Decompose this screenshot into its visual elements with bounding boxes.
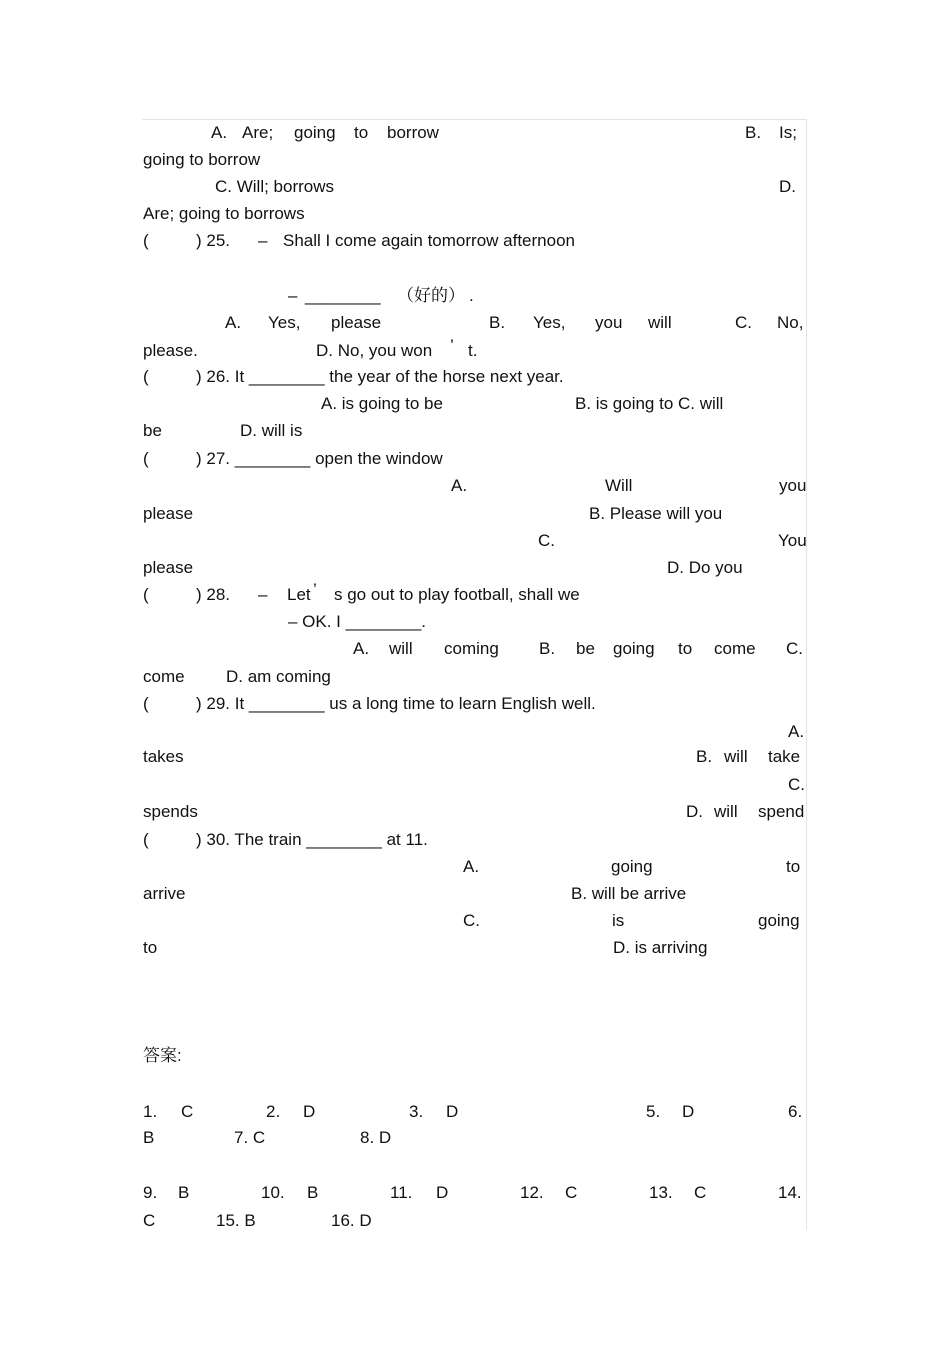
- answer-letter: B: [178, 1183, 190, 1202]
- question-text: ) 30. The train ________ at 11.: [196, 830, 428, 849]
- option-text: t.: [468, 341, 478, 360]
- answer-letter: B: [307, 1183, 319, 1202]
- answer-paren: (: [143, 367, 149, 386]
- option-label: A.: [353, 639, 370, 658]
- option-text: B. is going to C. will: [575, 394, 724, 413]
- answer-blank: ________: [305, 286, 381, 305]
- option-word: please: [331, 313, 382, 332]
- answer-number: 3.: [409, 1102, 424, 1121]
- question-number: ) 28.: [196, 585, 231, 604]
- option-label: C.: [788, 775, 805, 794]
- option-text: going to borrow: [143, 150, 261, 169]
- option-word: going: [611, 857, 653, 876]
- option-label: D.: [779, 177, 796, 196]
- answer-number: 12.: [520, 1183, 544, 1202]
- option-label: C.: [538, 531, 555, 550]
- option-word: coming: [444, 639, 499, 658]
- option-word: to: [678, 639, 693, 658]
- answer-letter: D: [682, 1102, 695, 1121]
- question-text: Let: [287, 585, 311, 604]
- answer-number: 13.: [649, 1183, 673, 1202]
- option-word: going: [294, 123, 336, 142]
- answer-letter: C: [143, 1211, 156, 1230]
- option-word: Will: [605, 476, 633, 495]
- option-label: A.: [211, 123, 228, 142]
- option-text: D. Do you: [667, 558, 743, 577]
- option-label: D.: [686, 802, 703, 821]
- answer-paren: (: [143, 449, 149, 468]
- option-label: B.: [489, 313, 506, 332]
- answer-paren: (: [143, 585, 149, 604]
- option-text: takes: [143, 747, 184, 766]
- option-text: please: [143, 558, 194, 577]
- option-text: D. is arriving: [613, 938, 708, 957]
- option-label: C.: [463, 911, 480, 930]
- option-text: D. No, you won: [316, 341, 433, 360]
- question-text: s go out to play football, shall we: [334, 585, 580, 604]
- option-label: A.: [788, 722, 805, 741]
- option-word: come: [714, 639, 756, 658]
- question-text: ) 29. It ________ us a long time to learn English well.: [196, 694, 596, 713]
- answer-number: 10.: [261, 1183, 285, 1202]
- option-text: A. is going to be: [321, 394, 443, 413]
- option-word: to: [786, 857, 801, 876]
- reply-text: – OK. I ________.: [288, 612, 426, 631]
- option-text: come: [143, 667, 185, 686]
- option-text: be: [143, 421, 162, 440]
- option-word: will: [648, 313, 672, 332]
- option-word: borrow: [387, 123, 439, 142]
- option-text: D. will is: [240, 421, 303, 440]
- option-label: A.: [463, 857, 480, 876]
- option-word: you: [595, 313, 623, 332]
- answer-letter: C: [694, 1183, 707, 1202]
- option-word: going: [613, 639, 655, 658]
- option-text: arrive: [143, 884, 186, 903]
- answer-paren: (: [143, 694, 149, 713]
- hint-text: （好的）: [397, 286, 465, 305]
- answer-letter: D: [436, 1183, 449, 1202]
- option-text: B. will be arrive: [571, 884, 687, 903]
- option-text: to: [143, 938, 158, 957]
- dash: –: [258, 585, 268, 604]
- option-text: spends: [143, 802, 198, 821]
- option-word: You: [778, 531, 807, 550]
- option-word: you: [779, 476, 807, 495]
- option-label: B.: [696, 747, 713, 766]
- answer-letter: B: [143, 1128, 155, 1147]
- option-word: Are;: [242, 123, 274, 142]
- option-word: will: [714, 802, 738, 821]
- question-text: ) 27. ________ open the window: [196, 449, 443, 468]
- option-label: A.: [451, 476, 468, 495]
- option-word: Yes,: [268, 313, 301, 332]
- question-text: ) 26. It ________ the year of the horse next year.: [196, 367, 564, 386]
- answer-paren: (: [143, 830, 149, 849]
- option-word: be: [576, 639, 595, 658]
- answer-number: 5.: [646, 1102, 661, 1121]
- option-word: will: [724, 747, 748, 766]
- dash: –: [288, 286, 298, 305]
- answer-number: 14.: [778, 1183, 802, 1202]
- option-text: please: [143, 504, 194, 523]
- option-word: going: [758, 911, 800, 930]
- answer-number: 6.: [788, 1102, 803, 1121]
- option-word: No,: [777, 313, 804, 332]
- option-label: C.: [786, 639, 803, 658]
- option-word: Yes,: [533, 313, 566, 332]
- option-word: is: [612, 911, 625, 930]
- question-text: Shall I come again tomorrow afternoon: [283, 231, 575, 250]
- option-text: C. Will; borrows: [215, 177, 335, 196]
- answer-item: 16. D: [331, 1211, 372, 1230]
- option-word: spend: [758, 802, 805, 821]
- answer-letter: C: [181, 1102, 194, 1121]
- answer-item: 7. C: [234, 1128, 266, 1147]
- answer-item: 15. B: [216, 1211, 256, 1230]
- option-text: Are; going to borrows: [143, 204, 305, 223]
- option-text: please.: [143, 341, 198, 360]
- option-word: take: [768, 747, 801, 766]
- apostrophe: ’: [313, 580, 317, 599]
- answer-number: 11.: [390, 1183, 413, 1202]
- answer-number: 2.: [266, 1102, 281, 1121]
- option-word: Is;: [779, 123, 797, 142]
- option-word: will: [389, 639, 413, 658]
- option-label: C.: [735, 313, 752, 332]
- option-word: to: [354, 123, 369, 142]
- answer-heading: 答案:: [143, 1046, 182, 1065]
- answer-number: 9.: [143, 1183, 158, 1202]
- apostrophe: ’: [450, 336, 454, 355]
- option-label: B.: [745, 123, 762, 142]
- option-label: A.: [225, 313, 242, 332]
- punctuation: .: [469, 286, 474, 305]
- option-label: B.: [539, 639, 556, 658]
- answer-item: 8. D: [360, 1128, 392, 1147]
- dash: –: [258, 231, 268, 250]
- answer-letter: D: [446, 1102, 459, 1121]
- option-text: B. Please will you: [589, 504, 723, 523]
- option-text: D. am coming: [226, 667, 331, 686]
- answer-letter: C: [565, 1183, 578, 1202]
- question-number: ) 25.: [196, 231, 231, 250]
- answer-number: 1.: [143, 1102, 158, 1121]
- answer-letter: D: [303, 1102, 316, 1121]
- answer-paren: (: [143, 231, 149, 250]
